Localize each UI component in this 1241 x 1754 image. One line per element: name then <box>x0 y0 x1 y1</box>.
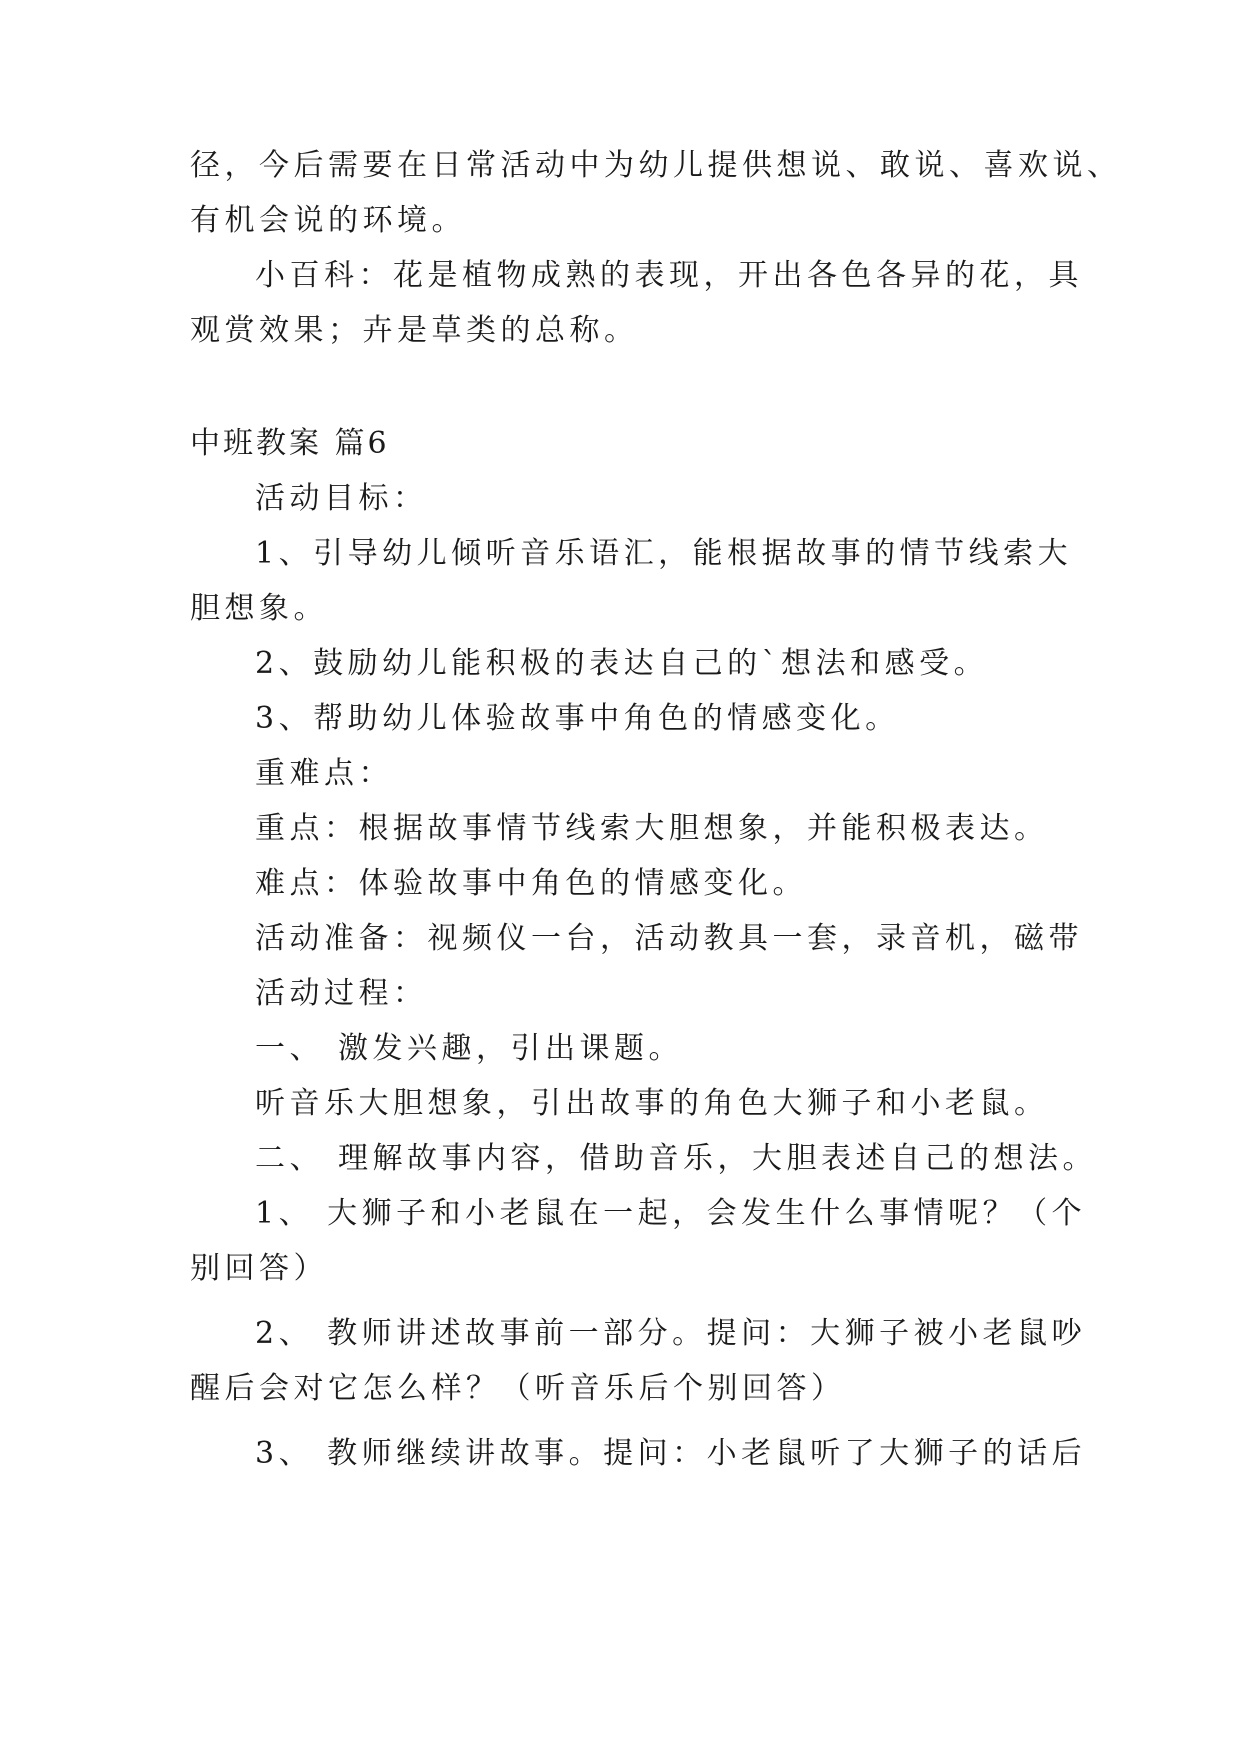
paragraph-line: 活动过程： <box>255 976 428 1011</box>
paragraph-line: 重难点： <box>255 756 393 791</box>
paragraph-line: 3、帮助幼儿体验故事中角色的情感变化。 <box>255 701 900 736</box>
paragraph-line: 二、 理解故事内容，借助音乐，大胆表述自己的想法。 <box>255 1141 1098 1176</box>
paragraph-line: 别回答） <box>190 1251 328 1286</box>
section-heading: 中班教案 篇6 <box>190 426 390 461</box>
paragraph-line: 活动目标： <box>255 481 428 516</box>
paragraph-line: 1、 大狮子和小老鼠在一起，会发生什么事情呢？（个 <box>255 1196 1087 1231</box>
paragraph-line: 小百科：花是植物成熟的表现，开出各色各异的花，具 <box>255 258 1083 293</box>
paragraph-line: 醒后会对它怎么样？（听音乐后个别回答） <box>190 1371 846 1406</box>
paragraph-line: 有机会说的环境。 <box>190 203 466 238</box>
paragraph-line: 2、鼓励幼儿能积极的表达自己的`想法和感受。 <box>255 646 989 681</box>
paragraph-line: 活动准备：视频仪一台，活动教具一套，录音机，磁带 <box>255 921 1083 956</box>
paragraph-line: 难点：体验故事中角色的情感变化。 <box>255 866 807 901</box>
paragraph-line: 径，今后需要在日常活动中为幼儿提供想说、敢说、喜欢说、 <box>190 148 1122 183</box>
paragraph-line: 一、 激发兴趣，引出课题。 <box>255 1031 684 1066</box>
paragraph-line: 听音乐大胆想象，引出故事的角色大狮子和小老鼠。 <box>255 1086 1049 1121</box>
paragraph-line: 重点：根据故事情节线索大胆想象，并能积极表达。 <box>255 811 1049 846</box>
paragraph-line: 3、 教师继续讲故事。提问：小老鼠听了大狮子的话后 <box>255 1436 1087 1471</box>
paragraph-line: 观赏效果；卉是草类的总称。 <box>190 313 639 348</box>
paragraph-line: 2、 教师讲述故事前一部分。提问：大狮子被小老鼠吵 <box>255 1316 1087 1351</box>
paragraph-line: 胆想象。 <box>190 591 328 626</box>
paragraph-line: 1、引导幼儿倾听音乐语汇，能根据故事的情节线索大 <box>255 536 1073 571</box>
